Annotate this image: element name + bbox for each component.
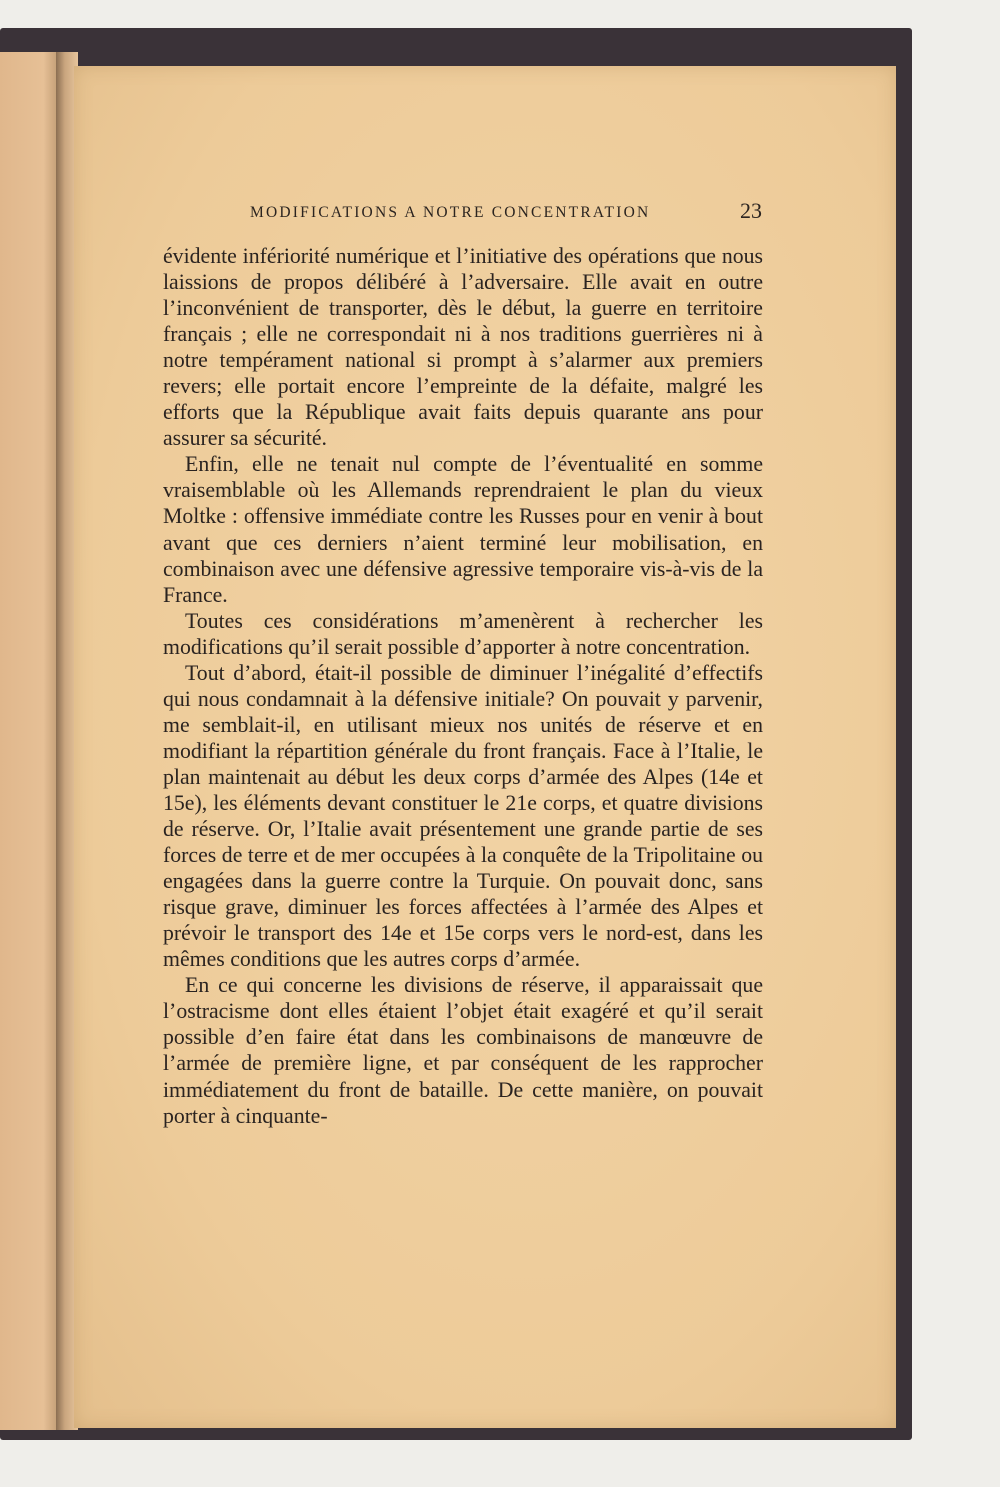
page-number: 23 <box>740 198 762 223</box>
paragraph: évidente infériorité numérique et l’initiative des opérations que nous laissions de propos délibéré à l’adversaire. Elle avait en outre l’inconvénient de transporter, dès le début, la guerre en territoire français ; elle ne correspondait ni à nos traditions guerrières ni à notre tempérament national si prompt à s’alarmer aux premiers revers; elle portait encore l’empreinte de la défaite, malgré les efforts que la République avait faits depuis quarante ans pour assurer sa sécurité. <box>163 244 763 451</box>
running-head <box>250 200 760 226</box>
left-page-edge <box>0 52 62 1430</box>
paragraph: En ce qui concerne les divisions de réserve, il apparaissait que l’ostracisme dont elles étaient l’objet était exagéré et qu’il serait possible d’en faire état dans les combinaisons de manœuvre de l’armée de première ligne, et par conséquent de les rapprocher immédiatement du front de bataille. De cette manière, on pouvait porter à cinquante- <box>163 973 763 1128</box>
paragraph: Enfin, elle ne tenait nul compte de l’éventualité en somme vraisemblable où les Allemands reprendraient le plan du vieux Moltke : offensive immédiate contre les Russes pour en venir à bout avant que ces derniers n’aient terminé leur mobilisation, en combinaison avec une défensive agressive temporaire vis-à-vis de la France. <box>163 452 763 607</box>
running-title: MODIFICATIONS A NOTRE CONCENTRATION <box>250 204 651 221</box>
paragraph: Toutes ces considérations m’amenèrent à rechercher les modifications qu’il serait possible d’apporter à notre concentration. <box>163 608 763 659</box>
body-text <box>163 243 763 1129</box>
paragraph: Tout d’abord, était-il possible de diminuer l’inégalité d’effectifs qui nous condamnait à la défensive initiale? On pouvait y parvenir, me semblait-il, en utilisant mieux nos unités de réserve et en modifiant la répartition générale du front français. Face à l’Italie, le plan maintenait au début les deux corps d’armée des Alpes (14e et 15e), les éléments devant constituer le 21e corps, et quatre divisions de réserve. Or, l’Italie avait présentement une grande partie de ses forces de terre et de mer occupées à la conquête de la Tripolitaine ou engagées dans la guerre contre la Turquie. On pouvait donc, sans risque grave, diminuer les forces affectées à l’armée des Alpes et prévoir le transport des 14e et 15e corps vers le nord-est, dans les mêmes conditions que les autres corps d’armée. <box>163 660 763 972</box>
